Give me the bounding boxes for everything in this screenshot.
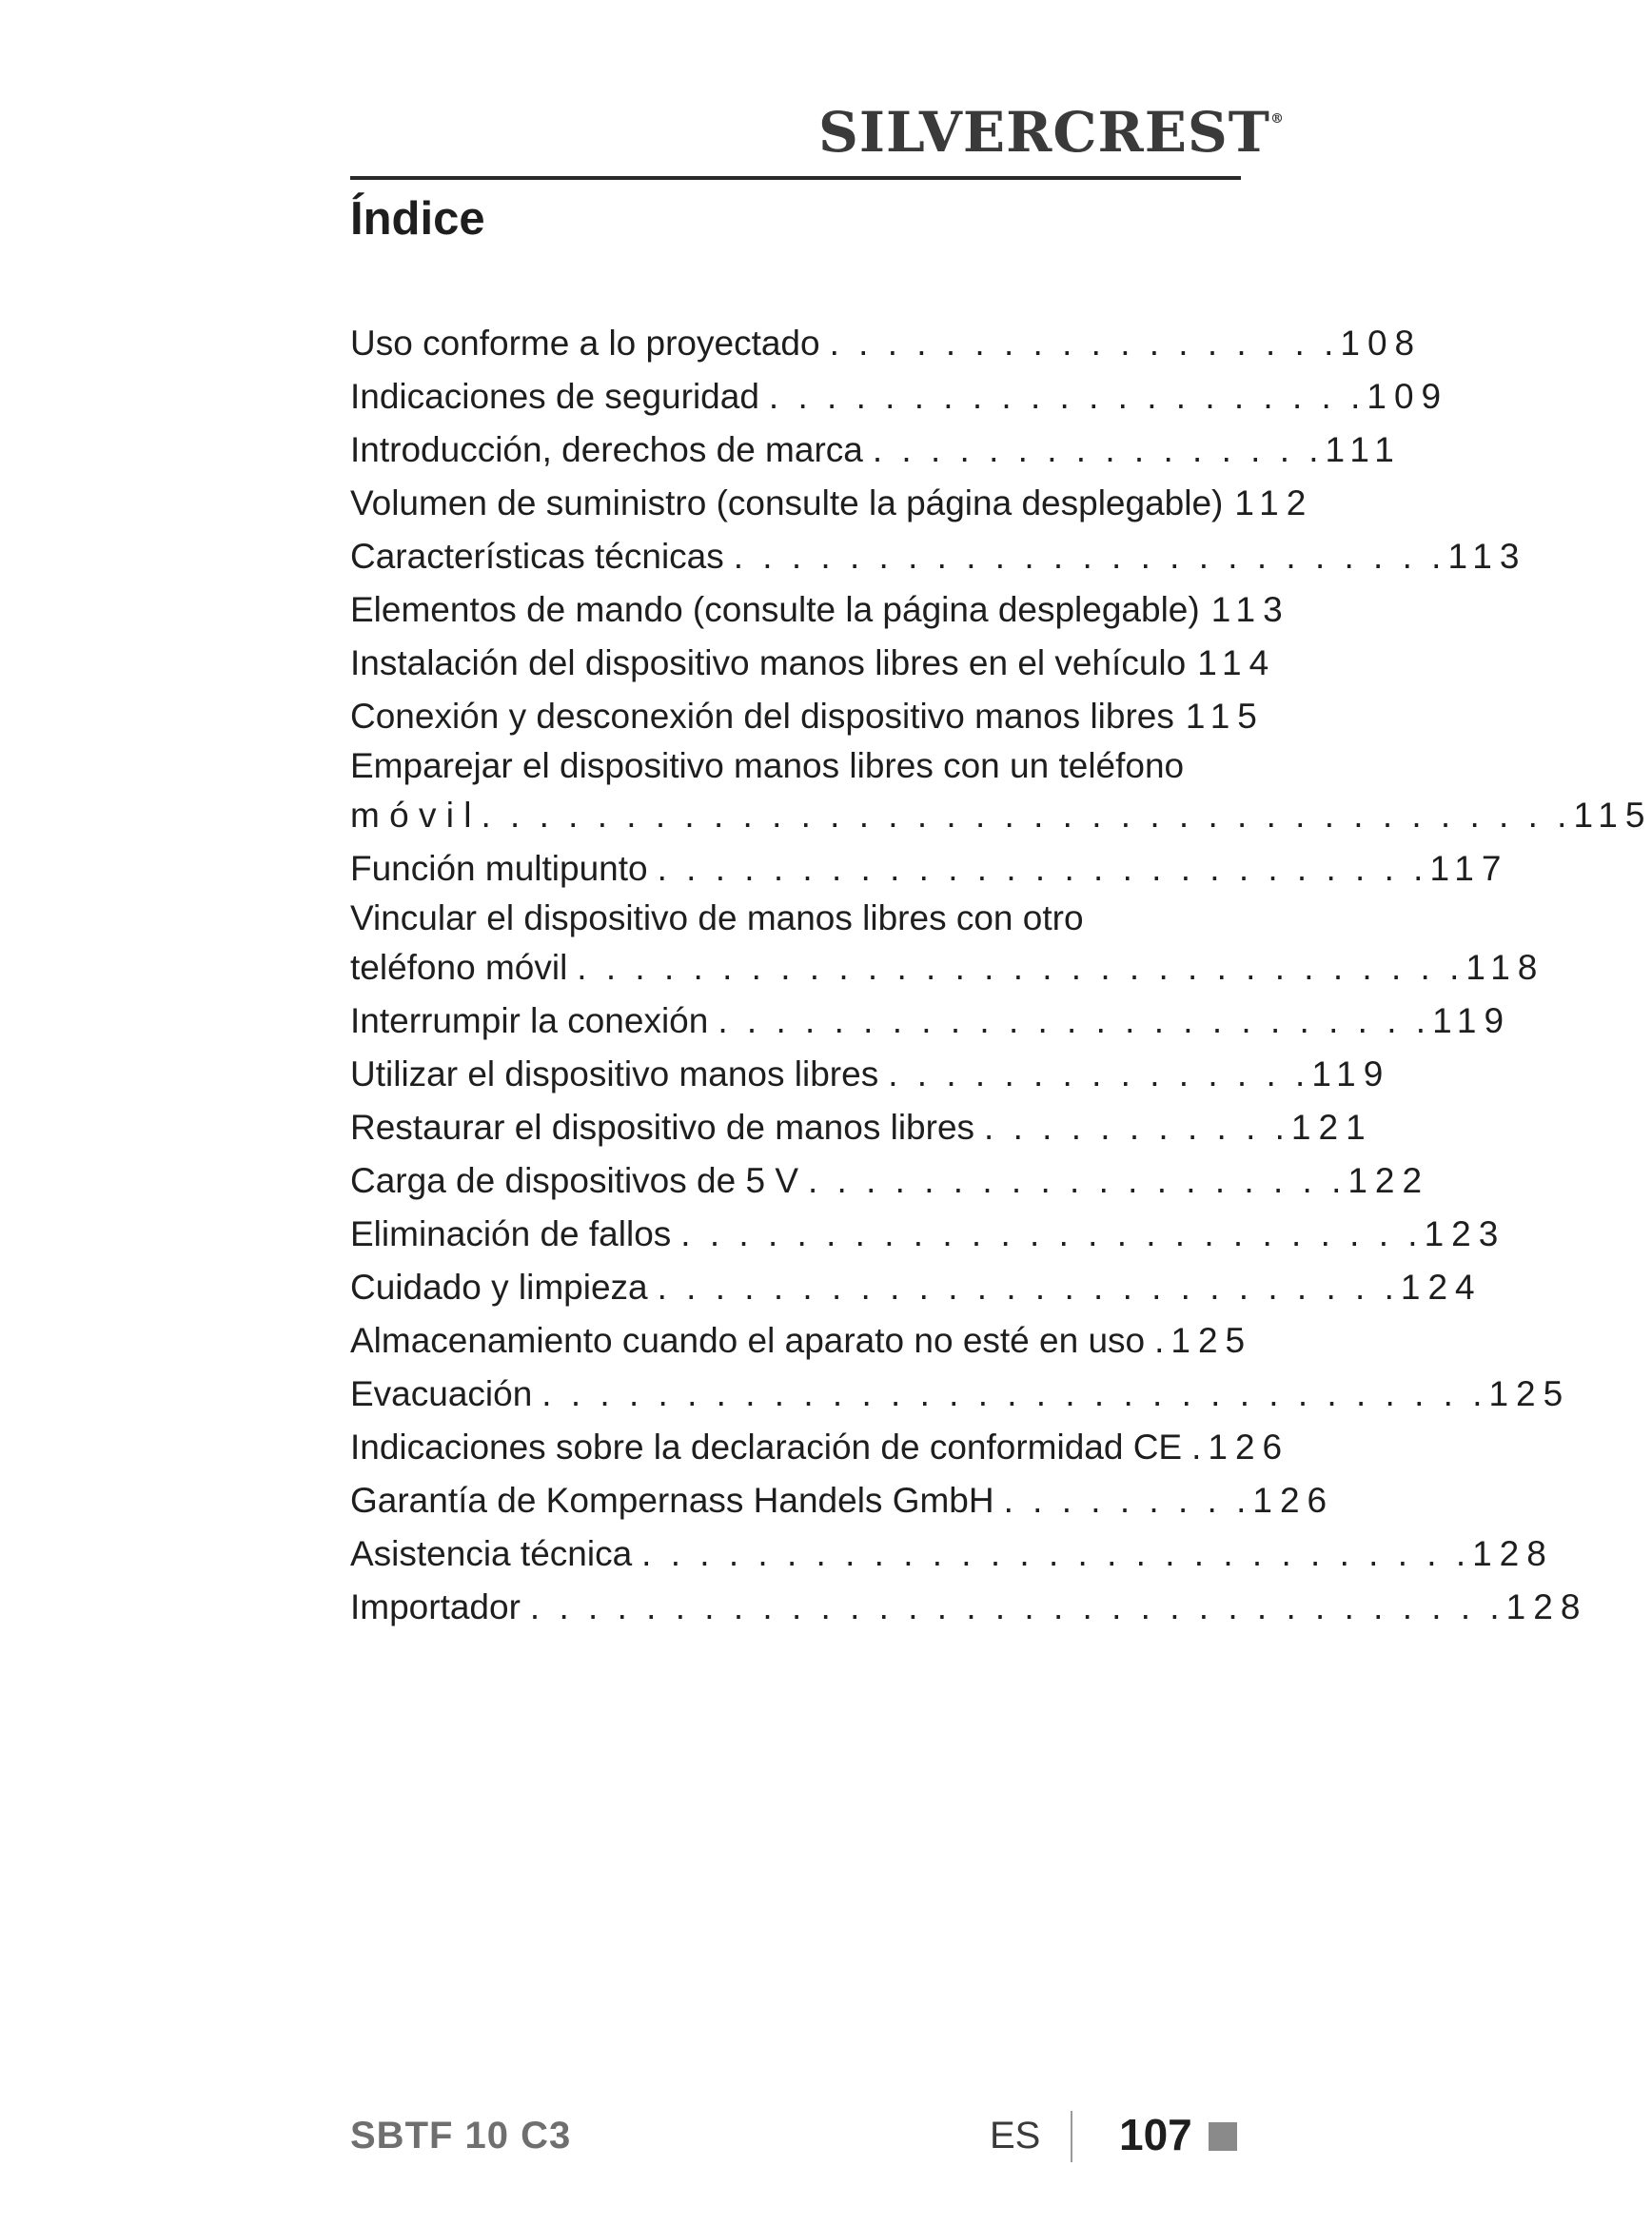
toc-entry-title: Importador (350, 1587, 521, 1626)
toc-entry[interactable] (350, 1101, 1373, 1154)
table-of-contents (350, 317, 1652, 1634)
toc-entry[interactable] (350, 690, 1302, 743)
toc-entry-title-continued: teléfono móvil (350, 948, 568, 987)
toc-entry[interactable] (350, 995, 1512, 1048)
toc-leader-dots: . . . . . . . . . . . . . . . . . . . (808, 1161, 1347, 1200)
toc-leader-dots: . . . . . . . . . . . . . . . . (872, 430, 1324, 469)
toc-entry-title: Conexión y desconexión del dispositivo manos libres (350, 697, 1174, 736)
toc-leader-dots: . . . . . . . . . . . . . . . . . . . . . . . . . . . . . (641, 1534, 1471, 1573)
toc-leader-dots: . . . . . . . . . . . . . . . . . . . . . . . . . (733, 537, 1446, 576)
toc-entry[interactable] (350, 1208, 1506, 1261)
toc-page-number: 119 (1311, 1054, 1391, 1093)
footer-square-icon (1209, 2122, 1237, 2151)
footer-model: SBTF 10 C3 (350, 2115, 572, 2157)
toc-page-number: 126 (1252, 1481, 1335, 1520)
toc-leader-dots: . . . . . . . . . . . . . . . . . . (829, 324, 1339, 363)
toc-page-number: 119 (1432, 1001, 1512, 1040)
toc-entry[interactable] (350, 583, 1302, 637)
toc-page-number: 124 (1400, 1268, 1483, 1307)
toc-entry-title: Volumen de suministro (consulte la página desplegable) (350, 483, 1224, 522)
toc-page-number: 128 (1472, 1534, 1554, 1573)
toc-entry-title: Carga de dispositivos de 5 V (350, 1161, 798, 1200)
toc-leader-dots: . . . . . . . . . . . . . . . . . . . . . . . . . . . . . . . (577, 948, 1465, 987)
toc-entry[interactable] (350, 743, 1652, 842)
toc-page-number: 113 (1210, 590, 1290, 629)
toc-entry-title: Restaurar el dispositivo de manos libres (350, 1108, 975, 1147)
toc-page-number: 109 (1367, 377, 1449, 416)
toc-page-number: 113 (1447, 537, 1527, 576)
toc-entry[interactable] (350, 1421, 1302, 1474)
toc-entry[interactable] (350, 1474, 1335, 1527)
toc-page-number: 115 (1185, 697, 1265, 736)
toc-entry-title: Indicaciones sobre la declaración de conformidad CE (350, 1428, 1183, 1467)
toc-page-number: 115 (1573, 796, 1652, 835)
toc-entry-title: Uso conforme a lo proyectado (350, 324, 820, 363)
toc-page-number: 111 (1325, 430, 1402, 469)
toc-entry[interactable] (350, 477, 1314, 530)
toc-entry[interactable] (350, 1314, 1302, 1368)
toc-page-number: 128 (1505, 1587, 1588, 1626)
toc-entry-title: Eliminación de fallos (350, 1214, 672, 1253)
toc-leader-dots: . . . . . . . . . . . . . . . . . . . . . (768, 377, 1366, 416)
toc-page-number: 123 (1424, 1214, 1506, 1253)
toc-leader-dots: . . . . . . . . . . . . . . . . . . . . . . . . . (718, 1001, 1431, 1040)
toc-entry[interactable] (350, 1154, 1430, 1208)
toc-entry-title: Emparejar el dispositivo manos libres con un teléfono (350, 746, 1185, 785)
toc-page-number: 125 (1170, 1321, 1253, 1360)
toc-page-number: 126 (1208, 1428, 1290, 1467)
toc-entry-title: Garantía de Kompernass Handels GmbH (350, 1481, 994, 1520)
toc-leader-dots: . (1191, 1428, 1207, 1467)
brand-name: SILVERCREST (818, 100, 1270, 165)
toc-page-number: 125 (1488, 1374, 1571, 1413)
toc-page-number: 122 (1347, 1161, 1430, 1200)
toc-entry-title: Utilizar el dispositivo manos libres (350, 1054, 879, 1093)
toc-entry-title: Instalación del dispositivo manos libres en el vehículo (350, 643, 1187, 682)
toc-entry[interactable] (350, 1048, 1391, 1101)
toc-entry[interactable] (350, 1261, 1483, 1314)
toc-entry-title: Introducción, derechos de marca (350, 430, 863, 469)
toc-entry[interactable] (350, 424, 1402, 477)
toc-leader-dots: . . . . . . . . . . . . . . . . . . . . . . . . . . (657, 1268, 1399, 1307)
toc-entry[interactable] (350, 637, 1302, 690)
toc-entry-title: Elementos de mando (consulte la página desplegable) (350, 590, 1200, 629)
toc-leader-dots: . . . . . . . . . . . . . . . . . . . . . . . . . . . (657, 849, 1428, 888)
footer-language: ES (990, 2115, 1041, 2157)
toc-entry[interactable] (350, 370, 1449, 424)
brand-logo (818, 100, 1284, 165)
toc-page-number: 108 (1340, 324, 1423, 363)
toc-leader-dots: . . . . . . . . . (1003, 1481, 1251, 1520)
toc-leader-dots: . . . . . . . . . . . . . . . . . . . . . . . . . . . . . . . . . . . . . . (481, 796, 1572, 835)
footer-divider (1071, 2111, 1072, 2162)
toc-leader-dots: . (1154, 1321, 1170, 1360)
toc-leader-dots: . . . . . . . . . . . (984, 1108, 1289, 1147)
registered-mark: ® (1269, 111, 1284, 127)
toc-leader-dots: . . . . . . . . . . . . . . . . . . . . . . . . . . . . . . . . . . (529, 1587, 1504, 1626)
footer-page-number: 107 (1119, 2110, 1192, 2159)
page-title: Índice (350, 193, 485, 245)
toc-entry-title: Cuidado y limpieza (350, 1268, 648, 1307)
toc-entry-title-continued: m ó v i l (350, 796, 472, 835)
toc-entry-title: Vincular el dispositivo de manos libres con otro (350, 898, 1084, 937)
header-rule (350, 176, 1241, 180)
toc-leader-dots: . . . . . . . . . . . . . . . . . . . . . . . . . . . . . . . . . (541, 1374, 1487, 1413)
toc-entry-title: Características técnicas (350, 537, 724, 576)
toc-entry[interactable] (350, 530, 1527, 583)
toc-entry[interactable] (350, 1527, 1554, 1581)
toc-leader-dots: . . . . . . . . . . . . . . . (888, 1054, 1310, 1093)
toc-page-number: 117 (1429, 849, 1509, 888)
toc-entry-title: Almacenamiento cuando el aparato no esté en uso (350, 1321, 1146, 1360)
toc-entry[interactable] (350, 896, 1545, 995)
toc-entry-title: Función multipunto (350, 849, 648, 888)
toc-entry[interactable] (350, 1581, 1588, 1634)
toc-entry-title: Indicaciones de seguridad (350, 377, 759, 416)
toc-entry[interactable] (350, 1368, 1571, 1421)
toc-page-number: 114 (1197, 643, 1277, 682)
toc-leader-dots: . . . . . . . . . . . . . . . . . . . . . . . . . . (680, 1214, 1423, 1253)
toc-entry-title: Interrumpir la conexión (350, 1001, 709, 1040)
toc-entry-title: Evacuación (350, 1374, 533, 1413)
toc-entry[interactable] (350, 317, 1423, 370)
toc-entry-title: Asistencia técnica (350, 1534, 633, 1573)
toc-entry[interactable] (350, 842, 1509, 896)
toc-page-number: 121 (1290, 1108, 1373, 1147)
toc-page-number: 112 (1234, 483, 1314, 522)
toc-page-number: 118 (1465, 948, 1545, 987)
